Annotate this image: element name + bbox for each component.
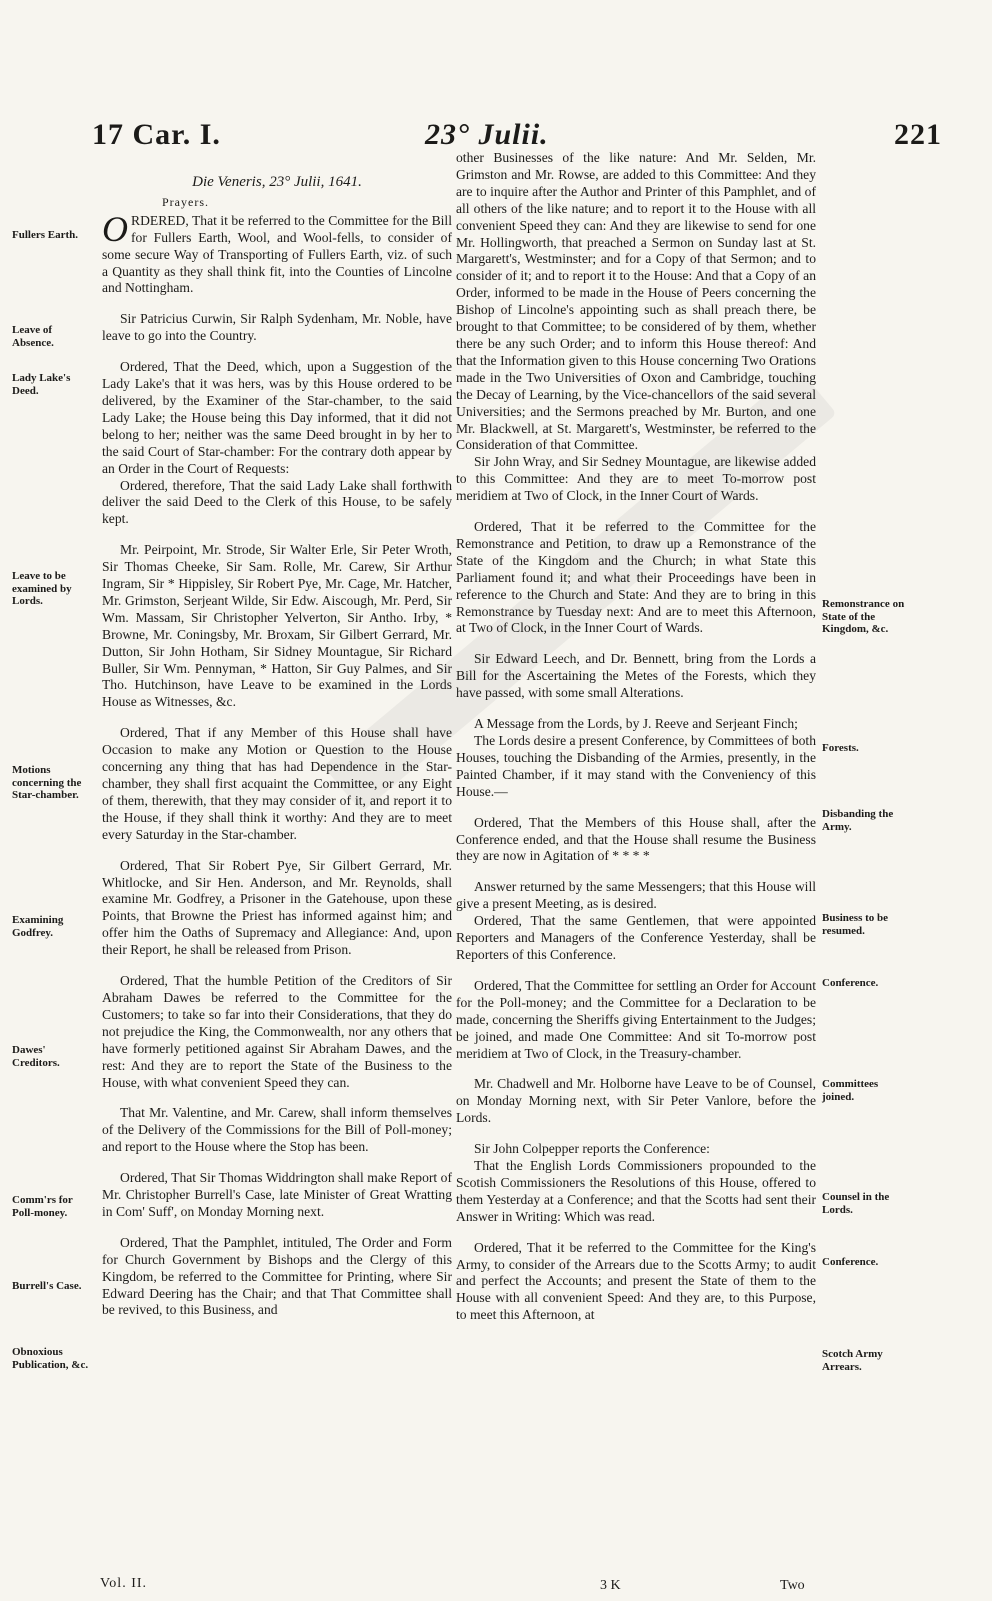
margin-note-conference-2: Conference. — [822, 1256, 879, 1268]
signature-mark: 3 K — [600, 1578, 621, 1593]
paragraph-star-chamber: Ordered, That if any Member of this House shall have Occasion to make any Motion or Question to the House concerning any thing that has had Dependence in the Star-chamber, they shall first acquaint the Committee, or any Eight of them, therewith, that they may consider of it, and report it to the House, if they shall think it worthy: And they are to meet every Saturday in the Star-chamber. — [102, 725, 452, 842]
margin-note-godfrey: Examining Godfrey. — [12, 914, 64, 939]
margin-note-conference: Conference. — [822, 977, 879, 989]
margin-note-forests: Forests. — [822, 742, 859, 754]
paragraph-burrell: Ordered, That Sir Thomas Widdrington shall make Report of Mr. Christopher Burrell's Case, late Minister of Great Wratting in Com' Suff', on Monday Morning next. — [102, 1170, 452, 1219]
margin-note-burrell: Burrell's Case. — [12, 1280, 82, 1292]
paragraph-forests: Sir Edward Leech, and Dr. Bennett, bring from the Lords a Bill for the Ascertaining the Metes of the Forests, which they have passed, with some small Alterations. — [456, 651, 816, 701]
right-column — [456, 150, 816, 1338]
margin-note-remonstrance: Remonstrance on State of the Kingdom, &c. — [822, 598, 905, 635]
margin-note-star-chamber: Motions concerning the Star-chamber. — [12, 764, 82, 801]
sitting-date: Die Veneris, 23° Julii, 1641. — [192, 174, 362, 190]
paragraph-commissioners: That the English Lords Commissioners propounded to the Scotish Commissioners the Resolutions of this House, offered to them Yesterday at a Conference; and that the Scotts had sent their Answer in Writing: Which was read. — [456, 1158, 816, 1224]
margin-note-poll-money: Comm'rs for Poll-money. — [12, 1194, 73, 1219]
paragraph-witnesses: Mr. Peirpoint, Mr. Strode, Sir Walter Erle, Sir Peter Wroth, Sir Thomas Cheeke, Sir Sam. Rolle, Mr. Carew, Sir Arthur Ingram, Sir * Hippisley, Sir Robert Pye, Mr. Cage, Mr. Hatcher, Mr. Grimston, Serjeant Wilde, Sir Edw. Aiscough, Mr. Perd, Sir Wm. Massam, Sir Christopher Yelverton, Sir Antho. Irby, * Browne, Mr. Coningsby, Mr. Broxam, Sir Gilbert Gerrard, Mr. Dutton, Sir John Hotham, Sir Sidney Mountague, Sir Richard Buller, Sir Wm. Pennyman, * Hatton, Sir Guy Palmes, and Sir Tho. Hutchinson, have Leave to be examined in the Lords House as Witnesses, &c. — [102, 542, 452, 710]
margin-note-lady-lake: Lady Lake's Deed. — [12, 372, 71, 397]
margin-note-scotch-army: Scotch Army Arrears. — [822, 1348, 883, 1373]
paragraph-resume: Ordered, That the Members of this House shall, after the Conference ended, and that the House shall resume the Business they are now in Agitation of * * * * — [456, 814, 816, 864]
header-date: 23° Julii. — [425, 118, 549, 151]
paragraph-wray: Sir John Wray, and Sir Sedney Mountague, are likewise added to this Committee: And they are to meet To-morrow post meridiem at Two of Clock, in the Inner Court of Wards. — [456, 454, 816, 504]
margin-note-fullers-earth: Fullers Earth. — [12, 229, 78, 241]
catchword: Two — [780, 1578, 805, 1593]
paragraph-message: A Message from the Lords, by J. Reeve and Serjeant Finch; — [474, 716, 798, 732]
margin-note-leave-examined: Leave to be examined by Lords. — [12, 570, 72, 607]
paragraph-fullers-earth: ORDERED, That it be referred to the Committee for the Bill for Fullers Earth, Wool, and Wool-fells, to consider of some secure Way of Transporting of Fullers Earth, viz. of such a Quantity as they shall think fit, into the Counties of Lincolne and Nottingham. — [102, 208, 452, 296]
paragraph-reporters: Ordered, That the same Gentlemen, that were appointed Reporters and Managers of the Conference Yesterday, shall be Reporters of this Conference. — [456, 913, 816, 962]
paragraph-lords-desire: The Lords desire a present Conference, by Committees of both Houses, touching the Disbanding of the Armies, presently, in the Painted Chamber, if it may stand with the Conveniency of this House.— — [456, 733, 817, 799]
paragraph-lady-lake-2: Ordered, therefore, That the said Lady Lake shall forthwith deliver the said Deed to the Clerk of this House, to be safely kept. — [102, 477, 452, 527]
paragraph-godfrey: Ordered, That Sir Robert Pye, Sir Gilbert Gerrard, Mr. Whitlocke, and Sir Hen. Anderson, and Mr. Reynolds, shall examine Mr. Godfrey, a Prisoner in the Gatehouse, upon these Points, that Browne the Priest has informed against him; and offer him the Oaths of Supremacy and Allegiance: And, upon their Report, he shall be released from Prison. — [102, 857, 452, 958]
left-column — [102, 150, 452, 1333]
paragraph-lady-lake-1: Ordered, That the Deed, which, upon a Suggestion of the Lady Lake's that it was hers, was by this House ordered to be delivered, by the Examiner of the Star-chamber, to the said Lady Lake; the House being this Day informed, that it did not belong to her; neither was the same Deed brought in by her to the said Court of Star-chamber: For the contrary doth appear by an Order in the Court of Requests: — [102, 359, 452, 476]
prayers-heading: Prayers. — [162, 194, 209, 209]
paragraph-pamphlet-cont: other Businesses of the like nature: And Mr. Selden, Mr. Grimston and Mr. Rowse, are added to this Committee: And they are to inquire after the Author and Printer of this Pamphlet, and of all others of the like nature; and to report it to the House with all convenient Speed they can: And they are likewise to send for one Mr. Hollingworth, that preached a Sermon on Sunday last at St. Margarett's, Westminster; and for a Copy of that Sermon; and to consider of it; and to report it to the House: And that a Copy of an Order, informed to be made in the House of Peers concerning the Bishop of Lincolne's appointing such as shall preach there, be brought to that Committee; to be considered of by them, whether there be any such Order; and to inform this House thereof: And that the Information given to this House concerning Two Orations made in the Two Universities of Oxon and Cambridge, touching the Decay of Learning, by the Vice-chancellors of the said several Universities; and the Sermons preached by Mr. Burton, and one Mr. Blackwell, at St. Margarett's, Westminster, be referred to the Consideration of that Committee. — [456, 150, 816, 453]
paragraph-dawes: Ordered, That the humble Petition of the Creditors of Sir Abraham Dawes be referred to the Committee for the Customers; to take so far into their Considerations, that they do not prejudice the King, the Commonwealth, nor any others that have formerly petitioned against Sir Abraham Dawes, and the rest: And they are to report the State of the Business to the House, with what convenient Speed they can. — [102, 973, 452, 1090]
paragraph-poll-money: That Mr. Valentine, and Mr. Carew, shall inform themselves of the Delivery of the Commissions for the Bill of Poll-money; and report to the House where the Stop has been. — [102, 1105, 452, 1155]
margin-note-leave-absence: Leave of Absence. — [12, 324, 54, 349]
paragraph-colpepper: Sir John Colpepper reports the Conference: — [474, 1141, 710, 1157]
paragraph-pamphlet: Ordered, That the Pamphlet, intituled, The Order and Form for Church Government by Bishops and the Clergy of this Kingdom, be referred to the Committee for Printing, where Sir Edward Deering has the Chair; and that That Committee shall be revived, to this Business, and — [102, 1234, 452, 1318]
header-page-number: 221 — [894, 118, 942, 151]
margin-note-dawes: Dawes' Creditors. — [12, 1044, 60, 1069]
margin-note-disbanding: Disbanding the Army. — [822, 808, 894, 833]
margin-note-business-resumed: Business to be resumed. — [822, 912, 889, 937]
margin-note-publication: Obnoxious Publication, &c. — [12, 1346, 89, 1371]
drop-cap: O — [102, 208, 128, 249]
margin-note-counsel: Counsel in the Lords. — [822, 1191, 890, 1216]
paragraph-answer: Answer returned by the same Messengers; that this House will give a present Meeting, as is desired. — [456, 879, 816, 912]
paragraph-committees-joined: Ordered, That the Committee for settling an Order for Account for the Poll-money; and the Committee for a Declaration to be made, concerning the Sheriffs giving Entertainment to the Judges; be joined, and made One Committee: And sit To-morrow post meridiem at Two of Clock, in the Treasury-chamber. — [456, 977, 816, 1061]
volume-label: Vol. II. — [100, 1576, 148, 1591]
paragraph-leave-absence: Sir Patricius Curwin, Sir Ralph Sydenham, Mr. Noble, have leave to go into the Country. — [102, 311, 452, 344]
header-regnal-year: 17 Car. I. — [92, 118, 221, 151]
margin-note-committees-joined: Committees joined. — [822, 1078, 879, 1103]
paragraph-scotts-army: Ordered, That it be referred to the Committee for the King's Army, to consider of the Arrears due to the Scotts Army; to audit and perfect the Accounts; and present the State of them to the House with all convenient Speed: And they are, to this Purpose, to meet this Afternoon, at — [456, 1239, 816, 1323]
paragraph-remonstrance: Ordered, That it be referred to the Committee for the Remonstrance and Petition, to draw up a Remonstrance of the State of the Kingdom and the Church; in what State this Parliament found it; and what their Proceedings have been in reference to the Church and State: And they are to bring in this Remonstrance by Tuesday next: And are to meet this Afternoon, at Two of Clock, in the Inner Court of Wards. — [456, 519, 816, 636]
paragraph-counsel: Mr. Chadwell and Mr. Holborne have Leave to be of Counsel, on Monday Morning next, with Sir Peter Vanlore, before the Lords. — [456, 1076, 816, 1126]
